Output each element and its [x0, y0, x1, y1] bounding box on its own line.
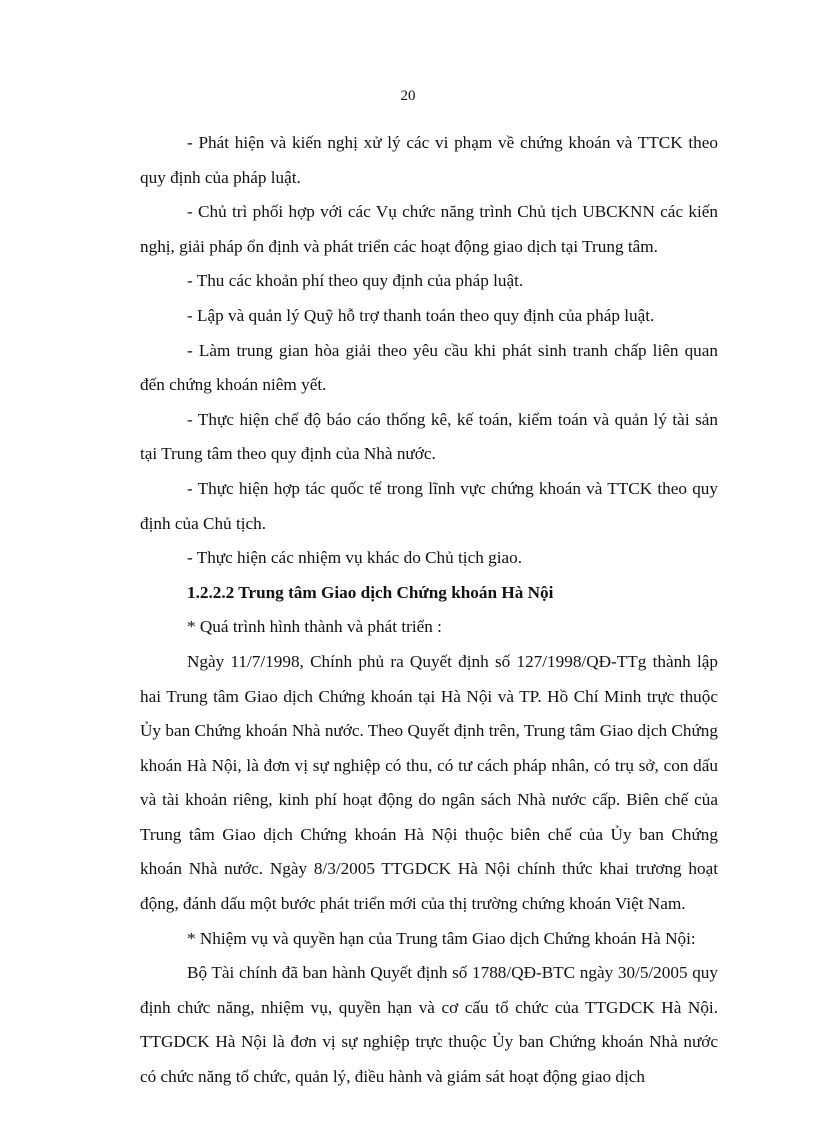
document-body: [140, 126, 718, 1095]
paragraph-mediation: - Làm trung gian hòa giải theo yêu cầu khi phát sinh tranh chấp liên quan đến chứng khoán niêm yết.: [140, 340, 718, 395]
paragraph-payment-fund: - Lập và quản lý Quỹ hỗ trợ thanh toán theo quy định của pháp luật.: [187, 305, 655, 325]
page-number: 20: [400, 88, 416, 104]
paragraph-reporting: - Thực hiện chế độ báo cáo thống kê, kế toán, kiểm toán và quản lý tài sản tại Trung tâm theo quy định của Nhà nước.: [140, 409, 718, 464]
paragraph-duties-intro: * Nhiệm vụ và quyền hạn của Trung tâm Giao dịch Chứng khoán Hà Nội:: [187, 928, 696, 948]
paragraph-history-intro: * Quá trình hình thành và phát triển :: [187, 617, 442, 637]
paragraph-international-cooperation: - Thực hiện hợp tác quốc tế trong lĩnh vực chứng khoán và TTCK theo quy định của Chủ tịch.: [140, 478, 718, 533]
paragraph-other-tasks: - Thực hiện các nhiệm vụ khác do Chủ tịch giao.: [187, 548, 522, 568]
paragraph-history: Ngày 11/7/1998, Chính phủ ra Quyết định số 127/1998/QĐ-TTg thành lập hai Trung tâm Giao dịch Chứng khoán tại Hà Nội và TP. Hồ Chí Minh trực thuộc Ủy ban Chứng khoán Nhà nước. Theo Quyết định trên, Trung tâm Giao dịch Chứng khoán Hà Nội, là đơn vị sự nghiệp có thu, có tư cách pháp nhân, có trụ sở, con dấu và tài khoản riêng, kinh phí hoạt động do ngân sách Nhà nước cấp. Biên chế của Trung tâm Giao dịch Chứng khoán Hà Nội thuộc biên chế của Ủy ban Chứng khoán Nhà nước. Ngày 8/3/2005 TTGDCK Hà Nội chính thức khai trương hoạt động, đánh dấu một bước phát triển mới của thị trường chứng khoán Việt Nam.: [140, 651, 718, 914]
paragraph-fees: - Thu các khoản phí theo quy định của pháp luật.: [187, 271, 524, 291]
section-heading: 1.2.2.2 Trung tâm Giao dịch Chứng khoán Hà Nội: [187, 582, 554, 602]
paragraph-coordination: - Chủ trì phối hợp với các Vụ chức năng trình Chủ tịch UBCKNN các kiến nghị, giải pháp ổn định và phát triển các hoạt động giao dịch tại Trung tâm.: [140, 202, 718, 256]
paragraph-violation-handling: - Phát hiện và kiến nghị xử lý các vi phạm về chứng khoán và TTCK theo quy định của pháp luật.: [140, 133, 718, 187]
paragraph-duties: Bộ Tài chính đã ban hành Quyết định số 1788/QĐ-BTC ngày 30/5/2005 quy định chức năng, nhiệm vụ, quyền hạn và cơ cấu tổ chức của TTGDCK Hà Nội. TTGDCK Hà Nội là đơn vị sự nghiệp trực thuộc Ủy ban Chứng khoán Nhà nước có chức năng tổ chức, quản lý, điều hành và giám sát hoạt động giao dịch: [140, 963, 718, 1087]
